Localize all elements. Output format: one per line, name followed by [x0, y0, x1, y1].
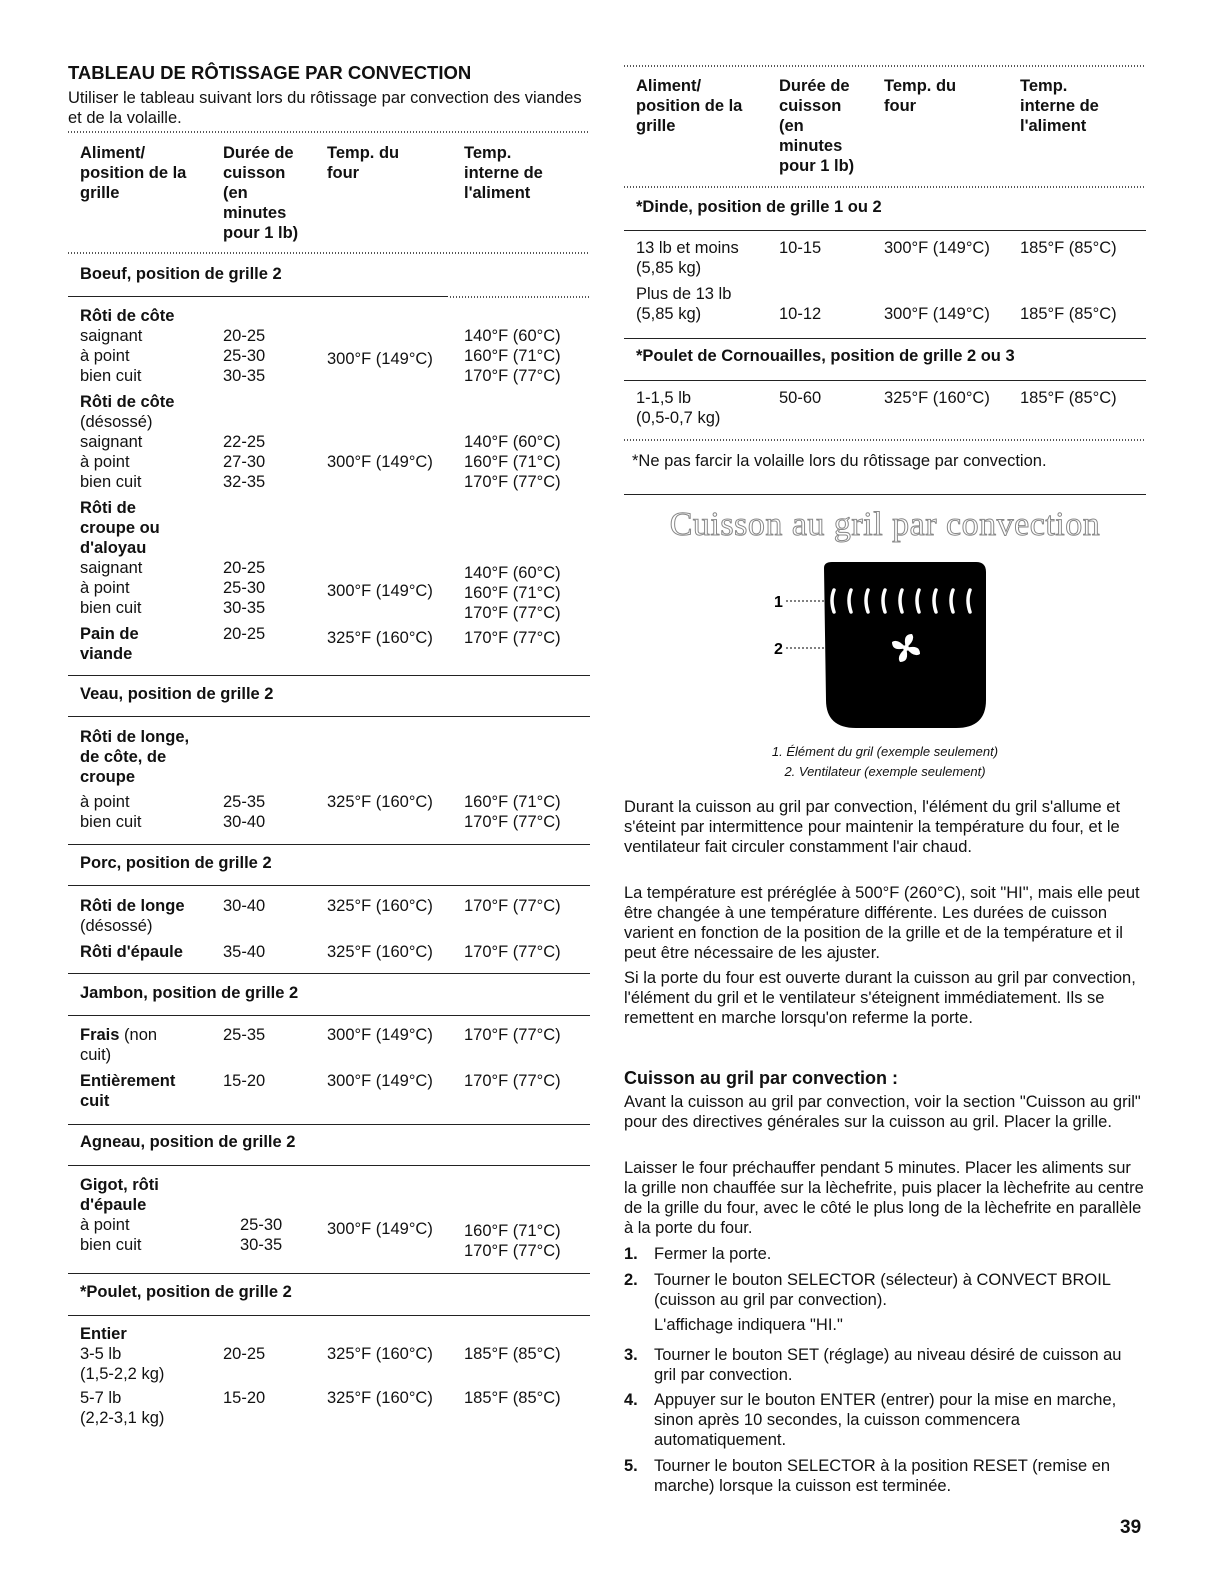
internal-temp: 170°F (77°C)	[464, 367, 561, 385]
weight-label: 1-1,5 lb	[636, 389, 692, 407]
cook-time: 27-30	[223, 453, 266, 471]
header-duree: pour 1 lb)	[223, 224, 299, 242]
divider	[68, 844, 590, 845]
header-temp-interne: l'aliment	[1020, 117, 1087, 135]
doneness-label: à point	[80, 1216, 130, 1234]
doneness-label: bien cuit	[80, 599, 142, 617]
footnote: *Ne pas farcir la volaille lors du rôtissage par convection.	[632, 452, 1047, 470]
cook-time: 20-25	[223, 1345, 266, 1363]
divider	[68, 1315, 590, 1316]
internal-temp: 170°F (77°C)	[464, 1026, 561, 1044]
cook-time: 20-25	[223, 327, 266, 345]
section-heading-ham: Jambon, position de grille 2	[80, 984, 299, 1002]
header-temp-four: four	[327, 164, 360, 182]
cook-time: 25-30	[223, 579, 266, 597]
page-title: TABLEAU DE RÔTISSAGE PAR CONVECTION	[68, 62, 472, 83]
divider	[624, 338, 1146, 339]
internal-temp: 170°F (77°C)	[464, 897, 561, 915]
section-heading-lamb: Agneau, position de grille 2	[80, 1133, 296, 1151]
internal-temp: 170°F (77°C)	[464, 943, 561, 961]
doneness-label: bien cuit	[80, 1236, 142, 1254]
doneness-label: saignant	[80, 327, 143, 345]
item-roti-cote-desosse: Rôti de côte	[80, 393, 175, 411]
oven-temp: 300°F (149°C)	[884, 239, 990, 257]
oven-temp: 325°F (160°C)	[327, 1345, 433, 1363]
header-aliment: position de la	[636, 97, 743, 115]
header-aliment: position de la	[80, 164, 187, 182]
doneness-label: saignant	[80, 433, 143, 451]
section-heading-turkey: *Dinde, position de grille 1 ou 2	[636, 198, 882, 216]
oven-temp: 325°F (160°C)	[884, 389, 990, 407]
internal-temp: 140°F (60°C)	[464, 327, 561, 345]
item-pain-viande: Pain de	[80, 625, 139, 643]
weight-label: 3-5 lb	[80, 1345, 122, 1363]
item-note: (désossé)	[80, 917, 153, 935]
item-roti-longe-porc: Rôti de longe	[80, 897, 185, 915]
doneness-label: à point	[80, 347, 130, 365]
cook-time: 50-60	[779, 389, 822, 407]
divider	[624, 380, 1146, 381]
divider	[68, 885, 590, 886]
cook-time: 20-25	[223, 625, 266, 643]
doneness-label: bien cuit	[80, 813, 142, 831]
cook-time: 25-30	[240, 1216, 283, 1234]
item-jambon-frais: Frais (non	[80, 1026, 158, 1044]
internal-temp: 170°F (77°C)	[464, 473, 561, 491]
oven-temp: 300°F (149°C)	[884, 305, 990, 323]
item-jambon-cuit: Entièrement	[80, 1072, 176, 1090]
weight-label: (2,2-3,1 kg)	[80, 1409, 165, 1427]
subheading: Cuisson au gril par convection :	[624, 1068, 899, 1088]
item-gigot: d'épaule	[80, 1196, 147, 1214]
cook-time: 10-12	[779, 305, 822, 323]
header-temp-four: Temp. du	[884, 77, 957, 95]
doneness-label: à point	[80, 793, 130, 811]
item-roti-croupe: croupe ou	[80, 519, 160, 537]
header-temp-interne: l'aliment	[464, 184, 531, 202]
header-aliment: Aliment/	[80, 144, 146, 162]
figure-caption: 2. Ventilateur (exemple seulement)	[784, 764, 986, 779]
divider	[68, 1124, 590, 1125]
divider	[624, 186, 1146, 188]
divider	[450, 296, 590, 298]
header-duree: cuisson	[223, 164, 286, 182]
cook-time: 15-20	[223, 1072, 266, 1090]
cook-time: 30-35	[223, 599, 266, 617]
divider	[624, 439, 1146, 441]
oven-temp: 325°F (160°C)	[327, 943, 433, 961]
internal-temp: 140°F (60°C)	[464, 433, 561, 451]
doneness-label: bien cuit	[80, 367, 142, 385]
oven-temp: 325°F (160°C)	[327, 629, 433, 647]
divider	[68, 716, 590, 717]
divider	[68, 1273, 590, 1274]
oven-temp: 300°F (149°C)	[327, 1026, 433, 1044]
intro-text: Utiliser le tableau suivant lors du rôtissage par convection des viandes et de la volaille.	[68, 89, 582, 127]
oven-temp: 300°F (149°C)	[327, 1220, 433, 1238]
header-duree: minutes	[223, 204, 287, 222]
oven-temp: 325°F (160°C)	[327, 897, 433, 915]
cook-time: 25-30	[223, 347, 266, 365]
divider	[624, 65, 1146, 67]
internal-temp: 160°F (71°C)	[464, 347, 561, 365]
cook-time: 30-35	[240, 1236, 283, 1254]
cook-time: 25-35	[223, 1026, 266, 1044]
oven-cavity	[824, 562, 986, 728]
body-paragraph: Laisser le four préchauffer pendant 5 minutes. Placer les aliments sur la grille non chauffée sur la lèchefrite, puis placer la lèchefrite au centre de la grille du four, avec le côté le plus long de la lèchefrite en parallèle à la porte du four.	[624, 1159, 1144, 1237]
cook-time: 10-15	[779, 239, 822, 257]
cook-time: 30-35	[223, 367, 266, 385]
weight-label: Plus de 13 lb	[636, 285, 732, 303]
item-roti-epaule: Rôti d'épaule	[80, 943, 183, 961]
item-note: cuit)	[80, 1046, 112, 1064]
item-roti-longe: de côte, de	[80, 748, 167, 766]
oven-temp: 300°F (149°C)	[327, 350, 433, 368]
oven-temp: 300°F (149°C)	[327, 582, 433, 600]
internal-temp: 140°F (60°C)	[464, 564, 561, 582]
divider	[68, 973, 590, 974]
callout-label-2: 2	[774, 641, 783, 658]
cook-time: 30-40	[223, 813, 266, 831]
divider	[624, 230, 1146, 231]
header-duree: (en	[223, 184, 248, 202]
header-duree: cuisson	[779, 97, 842, 115]
internal-temp: 170°F (77°C)	[464, 629, 561, 647]
item-jambon-cuit: cuit	[80, 1092, 110, 1110]
section-heading-cornish-hen: *Poulet de Cornouailles, position de grille 2 ou 3	[636, 347, 1015, 365]
internal-temp: 185°F (85°C)	[1020, 239, 1117, 257]
divider	[68, 252, 590, 254]
divider	[68, 675, 590, 676]
divider	[68, 1015, 590, 1016]
item-roti-croupe: d'aloyau	[80, 539, 147, 557]
body-paragraph: Si la porte du four est ouverte durant la cuisson au gril par convection, l'élément du gril et le ventilateur s'éteignent immédiatement. Ils se remettent en marche lorsqu'on referme la porte.	[624, 969, 1136, 1027]
divider	[624, 494, 1146, 495]
cook-time: 25-35	[223, 793, 266, 811]
header-temp-four: Temp. du	[327, 144, 400, 162]
item-gigot: Gigot, rôti	[80, 1176, 159, 1194]
section-heading-beef: Boeuf, position de grille 2	[80, 265, 282, 283]
header-aliment: grille	[80, 184, 120, 202]
cook-time: 30-40	[223, 897, 266, 915]
figure-caption: 1. Élément du gril (exemple seulement)	[771, 744, 999, 759]
doneness-label: saignant	[80, 559, 143, 577]
header-aliment: grille	[636, 117, 676, 135]
section-heading-chicken: *Poulet, position de grille 2	[80, 1283, 292, 1301]
oven-temp: 300°F (149°C)	[327, 453, 433, 471]
weight-label: (5,85 kg)	[636, 305, 702, 323]
oven-diagram	[764, 560, 994, 740]
item-roti-longe: Rôti de longe,	[80, 728, 190, 746]
doneness-label: à point	[80, 579, 130, 597]
item-note: (désossé)	[80, 413, 153, 431]
divider	[68, 131, 590, 133]
section-heading-veal: Veau, position de grille 2	[80, 685, 274, 703]
body-paragraph: Avant la cuisson au gril par convection, voir la section "Cuisson au gril" pour des directives générales sur la cuisson au gril. Placer la grille.	[624, 1093, 1141, 1131]
header-temp-interne: Temp.	[1020, 77, 1068, 95]
divider	[68, 296, 448, 297]
item-poulet-entier: Entier	[80, 1325, 127, 1343]
weight-label: 5-7 lb	[80, 1389, 122, 1407]
header-temp-interne: interne de	[1020, 97, 1099, 115]
section-banner: Cuisson au gril par convection	[669, 506, 1101, 543]
header-duree: minutes	[779, 137, 843, 155]
internal-temp: 185°F (85°C)	[1020, 305, 1117, 323]
item-roti-longe: croupe	[80, 768, 136, 786]
header-aliment: Aliment/	[636, 77, 702, 95]
weight-label: (5,85 kg)	[636, 259, 702, 277]
header-duree: Durée de	[223, 144, 294, 162]
internal-temp: 160°F (71°C)	[464, 793, 561, 811]
header-duree: (en	[779, 117, 804, 135]
item-roti-croupe: Rôti de	[80, 499, 136, 517]
cook-time: 20-25	[223, 559, 266, 577]
body-paragraph: Durant la cuisson au gril par convection, l'élément du gril s'allume et s'éteint par intermittence pour maintenir la température du four, et le ventilateur fait circuler constamment l'air chaud.	[624, 798, 1121, 856]
cook-time: 35-40	[223, 943, 266, 961]
oven-temp: 325°F (160°C)	[327, 793, 433, 811]
header-duree: Durée de	[779, 77, 850, 95]
oven-temp: 300°F (149°C)	[327, 1072, 433, 1090]
internal-temp: 170°F (77°C)	[464, 1072, 561, 1090]
internal-temp: 185°F (85°C)	[1020, 389, 1117, 407]
internal-temp: 160°F (71°C)	[464, 1222, 561, 1240]
internal-temp: 170°F (77°C)	[464, 813, 561, 831]
item-roti-cote: Rôti de côte	[80, 307, 175, 325]
callout-label-1: 1	[774, 594, 783, 611]
internal-temp: 185°F (85°C)	[464, 1389, 561, 1407]
internal-temp: 170°F (77°C)	[464, 604, 561, 622]
oven-temp: 325°F (160°C)	[327, 1389, 433, 1407]
divider	[68, 1165, 590, 1166]
page-number: 39	[1120, 1517, 1142, 1538]
header-temp-four: four	[884, 97, 917, 115]
body-paragraph: La température est préréglée à 500°F (260°C), soit "HI", mais elle peut être changée à une température différente. Les durées de cuisson varient en fonction de la position de la grille et de la température et il peut être nécessaire de les ajuster.	[624, 884, 1140, 962]
cook-time: 15-20	[223, 1389, 266, 1407]
internal-temp: 185°F (85°C)	[464, 1345, 561, 1363]
header-temp-interne: Temp.	[464, 144, 512, 162]
internal-temp: 170°F (77°C)	[464, 1242, 561, 1260]
item-pain-viande: viande	[80, 645, 133, 663]
weight-label: (1,5-2,2 kg)	[80, 1365, 165, 1383]
cook-time: 22-25	[223, 433, 266, 451]
internal-temp: 160°F (71°C)	[464, 584, 561, 602]
cook-time: 32-35	[223, 473, 266, 491]
doneness-label: bien cuit	[80, 473, 142, 491]
section-heading-pork: Porc, position de grille 2	[80, 854, 272, 872]
weight-label: 13 lb et moins	[636, 239, 739, 257]
doneness-label: à point	[80, 453, 130, 471]
header-temp-interne: interne de	[464, 164, 543, 182]
header-duree: pour 1 lb)	[779, 157, 855, 175]
internal-temp: 160°F (71°C)	[464, 453, 561, 471]
weight-label: (0,5-0,7 kg)	[636, 409, 721, 427]
